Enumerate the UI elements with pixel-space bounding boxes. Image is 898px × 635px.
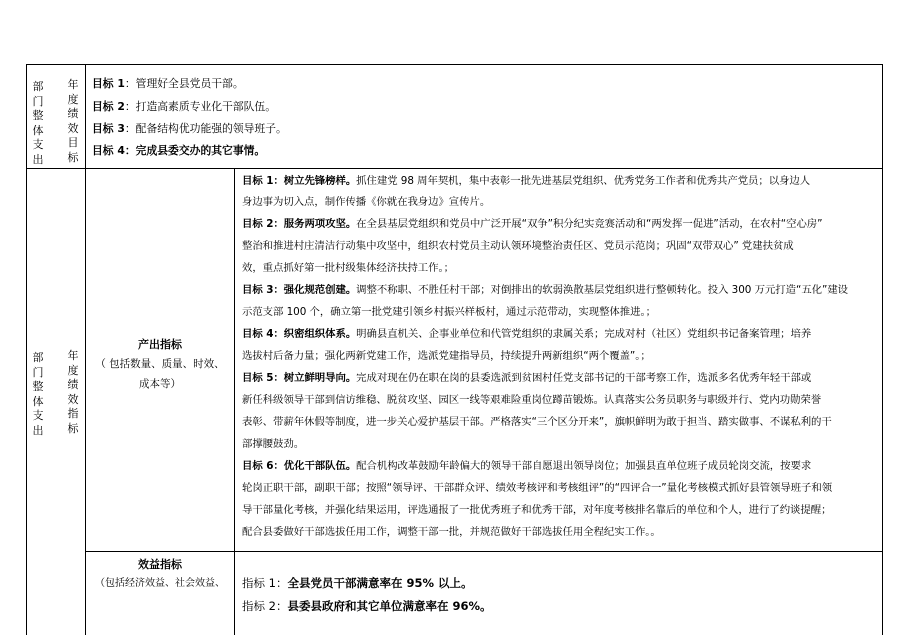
output-indicator-title: 产出指标	[138, 338, 182, 351]
output-target-line: 目标 6：优化干部队伍。配合机构改革鼓励年龄偏大的领导干部自愿退出领导岗位；加强县直单位班子成员轮岗交流，按要求	[242, 460, 812, 472]
benefit-target-line: 指标 2：县委县政府和其它单位满意率在 96%。	[242, 599, 492, 613]
table-left-border	[26, 64, 27, 635]
output-target-line: 选拔村后备力量；强化两新党建工作，选派党建指导员，持续提升两新组织“两个覆盖”。；	[242, 350, 651, 362]
annual-indicator-label: 年 度 绩 效 指 标	[67, 349, 79, 435]
output-target-line: 整治和推进村庄清洁行动集中攻坚中，组织农村党员主动认领环境整治责任区、党员示范岗；巩固“双带双心” 党建扶贫成	[242, 240, 794, 252]
output-target-line: 目标 1：树立先锋榜样。抓住建党 98 周年契机，集中表彰一批先进基层党组织、优秀党务工作者和优秀共产党员；以身边人	[242, 175, 811, 187]
output-target-line: 导干部量化考核，并强化结果运用，评选通报了一批优秀班子和优秀干部，对年度考核排名靠后的单位和个人，进行了约谈提醒；	[242, 504, 832, 516]
table-top-border	[26, 64, 883, 65]
section-divider	[26, 168, 883, 169]
goal-column-divider	[85, 64, 86, 168]
table-right-border	[882, 64, 883, 635]
output-target-line: 身边事为切入点，制作传播《你就在我身边》宣传片。	[242, 196, 491, 208]
goal-item: 目标 3：配备结构优功能强的领导班子。	[92, 122, 287, 135]
performance-table	[26, 64, 883, 635]
output-target-line: 部撑腰鼓劲。	[242, 438, 305, 450]
output-target-line: 目标 2：服务两项攻坚。在全县基层党组织和党员中广泛开展“双争”积分纪实竞赛活动和“两发挥一促进”活动，在农村“空心房”	[242, 218, 823, 230]
dept-overall-label-2: 部 门 整 体 支 出	[32, 351, 44, 437]
output-target-line: 目标 4：织密组织体系。明确县直机关、企事业单位和代管党组织的隶属关系；完成对村（社区）党组织书记备案管理；培养	[242, 328, 812, 340]
goal-item: 目标 2：打造高素质专业化干部队伍。	[92, 100, 277, 113]
output-indicator-scope: （ 包括数量、质量、时效、	[95, 358, 225, 370]
output-target-line: 配合县委做好干部选拔任用工作，调整干部一批，并规范做好干部选拔任用全程纪实工作。。	[242, 526, 661, 538]
output-indicator-scope-2: 成本等）	[139, 378, 181, 390]
goal-item: 目标 4：完成县委交办的其它事情。	[92, 144, 266, 157]
output-target-line: 效，重点抓好第一批村级集体经济扶持工作。；	[242, 262, 454, 274]
category-column-divider	[234, 168, 235, 635]
output-target-line: 新任科级领导干部到信访维稳、脱贫攻坚、园区一线等艰难险重岗位蹲苗锻炼。认真落实公务员职务与职级并行、党内功勋荣誉	[242, 394, 822, 406]
output-target-line: 轮岗正职干部，副职干部；按照“领导评、干部群众评、绩效考核评和考核组评”的“四评合一”量化考核模式抓好县管领导班子和领	[242, 482, 833, 494]
output-indicator-label	[86, 336, 234, 394]
goal-item: 目标 1：管理好全县党员干部。	[92, 77, 244, 90]
benefit-target-line: 指标 1：全县党员干部满意率在 95% 以上。	[242, 576, 473, 590]
dept-overall-label: 部 门 整 体 支 出	[32, 80, 44, 166]
output-target-line: 示范支部 100 个，确立第一批党建引领乡村振兴样板村，通过示范带动，实现整体推进。；	[242, 306, 656, 318]
benefit-indicator-scope: （包括经济效益、社会效益、	[95, 578, 225, 589]
output-target-line: 目标 5：树立鲜明导向。完成对现在仍在职在岗的县委选派到贫困村任党支部书记的干部考察工作，选派多名优秀年轻干部或	[242, 372, 812, 384]
output-benefit-divider	[85, 551, 883, 552]
output-target-line: 目标 3：强化规范创建。调整不称职、不胜任村干部；对倒排出的软弱涣散基层党组织进行整顿转化。投入 300 万元打造“五化”建设	[242, 284, 849, 296]
output-target-line: 表彰、带薪年休假等制度，进一步关心爱护基层干部。严格落实“三个区分开来”，旗帜鲜明为敢于担当、踏实做事、不谋私利的干	[242, 416, 832, 428]
benefit-indicator-title: 效益指标	[138, 558, 182, 571]
benefit-indicator-label	[86, 556, 234, 594]
annual-goal-label: 年 度 绩 效 目 标	[67, 78, 79, 164]
